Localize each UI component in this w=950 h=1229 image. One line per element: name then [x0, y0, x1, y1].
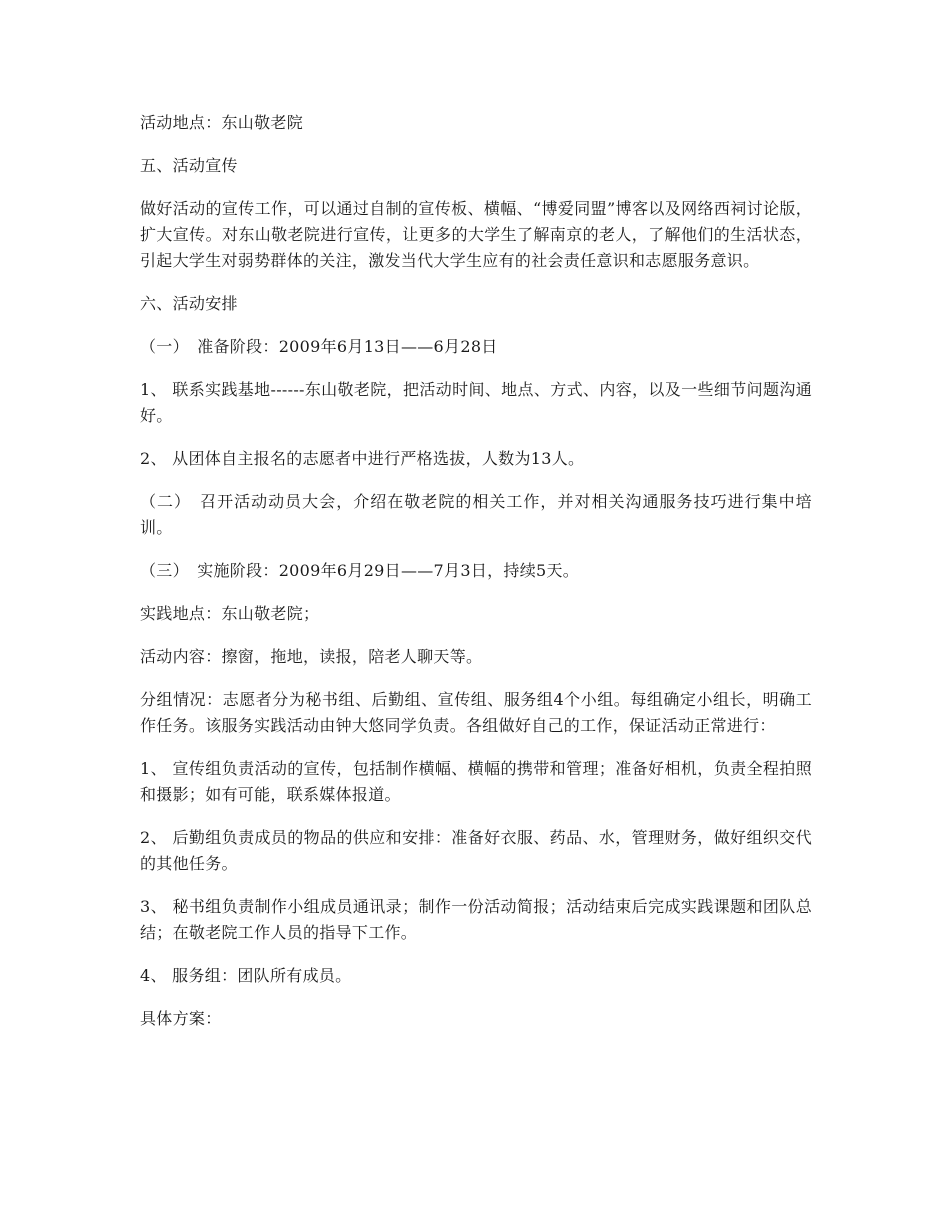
group-item-service: 4、 服务组：团队所有成员。 [140, 966, 352, 985]
prep-item-1: 1、 联系实践基地------东山敬老院，把活动时间、地点、方式、内容，以及一些细节问题沟通好。 [140, 380, 812, 425]
publicity-paragraph: 做好活动的宣传工作，可以通过自制的宣传板、横幅、“博爱同盟”博客以及网络西祠讨论版，扩大宣传。对东山敬老院进行宣传，让更多的大学生了解南京的老人，了解他们的生活状态，引起大学生对弱势群体的关注，激发当代大学生应有的社会责任意识和志愿服务意识。 [140, 199, 812, 270]
document-body [140, 110, 812, 1049]
section-heading-arrangement: 六、活动安排 [140, 294, 238, 313]
activity-content-line: 活动内容：擦窗，拖地，读报，陪老人聊天等。 [140, 647, 483, 666]
group-item-logistics: 2、 后勤组负责成员的物品的供应和安排：准备好衣服、药品、水，管理财务，做好组织交代的其他任务。 [140, 828, 812, 873]
phase-two-meeting: （二） 召开活动动员大会，介绍在敬老院的相关工作，并对相关沟通服务技巧进行集中培训。 [140, 492, 812, 537]
phase-three-implementation: （三） 实施阶段：2009年6月29日——7月3日，持续5天。 [140, 561, 580, 580]
phase-one-preparation: （一） 准备阶段：2009年6月13日——6月28日 [140, 337, 498, 356]
group-item-publicity: 1、 宣传组负责活动的宣传，包括制作横幅、横幅的携带和管理；准备好相机，负责全程拍照和摄影；如有可能，联系媒体报道。 [140, 759, 812, 804]
group-item-secretary: 3、 秘书组负责制作小组成员通讯录；制作一份活动简报；活动结束后完成实践课题和团队总结；在敬老院工作人员的指导下工作。 [140, 897, 812, 942]
practice-location-line: 实践地点：东山敬老院； [140, 604, 320, 623]
activity-location-line: 活动地点：东山敬老院 [140, 113, 304, 132]
grouping-paragraph: 分组情况：志愿者分为秘书组、后勤组、宣传组、服务组4个小组。每组确定小组长，明确工作任务。该服务实践活动由钟大悠同学负责。各组做好自己的工作，保证活动正常进行： [140, 690, 812, 735]
section-heading-publicity: 五、活动宣传 [140, 156, 238, 175]
specific-plan-heading: 具体方案： [140, 1009, 222, 1028]
prep-item-2: 2、 从团体自主报名的志愿者中进行严格选拔，人数为13人。 [140, 449, 585, 468]
